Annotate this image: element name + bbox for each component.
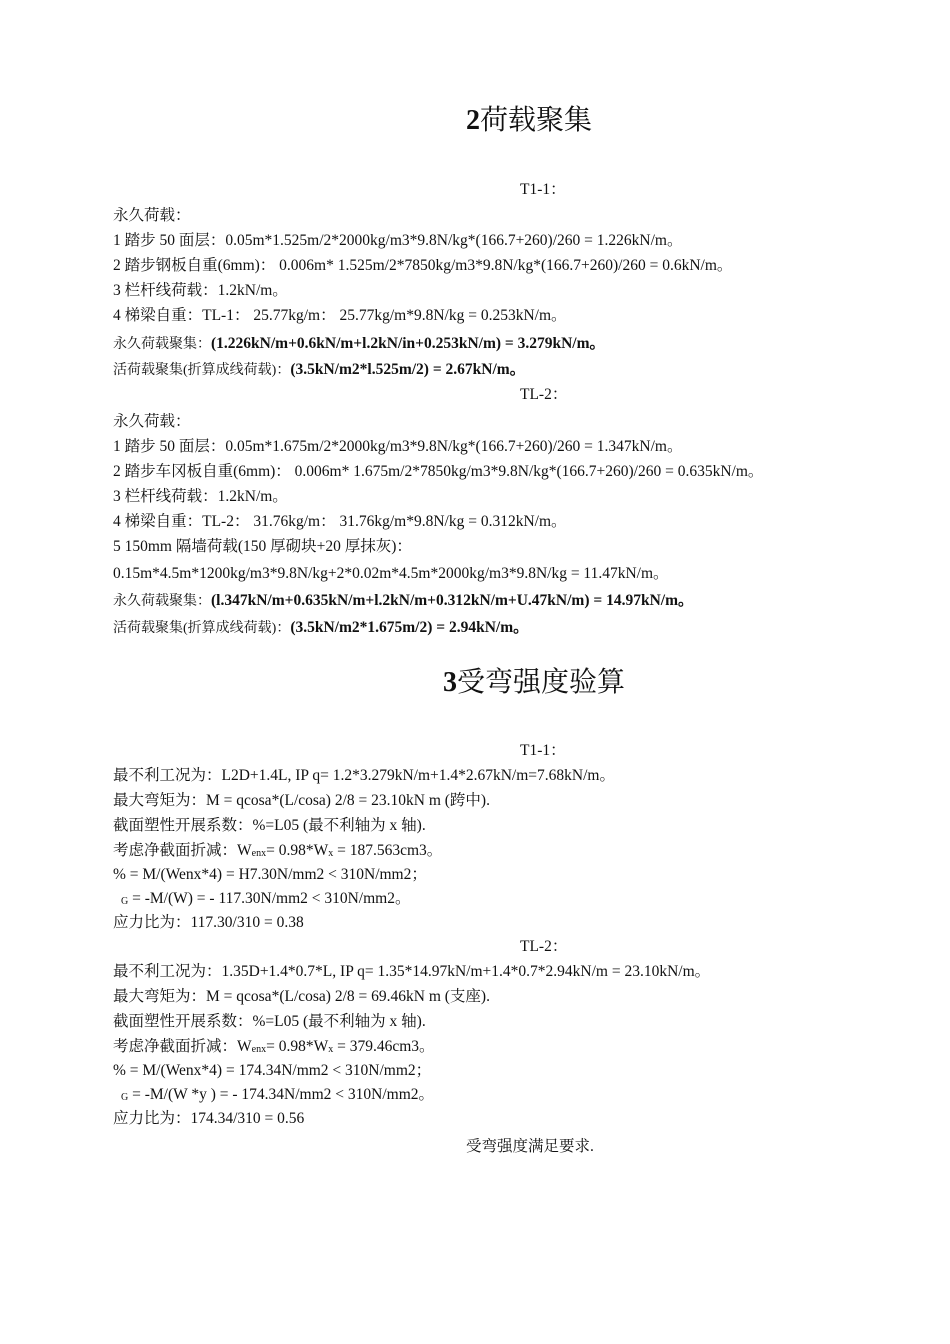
t2-load-item-5: 5 150mm 隔墙荷载(150 厚砌块+20 厚抹灰)： — [113, 538, 412, 555]
s3-t2-line-7: 应力比为：174.34/310 = 0.56 — [113, 1110, 305, 1127]
s3-t2-line-4-post: = 379.46cm3。 — [333, 1038, 435, 1055]
s3-t1-line-4-sub2: x — [328, 848, 334, 859]
s3-t1-line-6 — [113, 891, 410, 907]
t1-label: T1-1： — [520, 181, 566, 198]
t2-label: TL-2： — [520, 386, 568, 403]
t2-load-item-5-calc: 0.15m*4.5m*1200kg/m3*9.8N/kg+2*0.02m*4.5m*2000kg/m3*9.8N/kg = 11.47kN/m。 — [113, 565, 669, 582]
conclusion: 受弯强度满足要求. — [466, 1138, 594, 1155]
section-2-title-text: 荷载聚集 — [480, 103, 593, 136]
t2-live-label: 活荷载聚集(折算成线荷载)： — [113, 621, 291, 636]
s3-t2-line-1: 最不利工况为：1.35D+1.4*0.7*L, IP q= 1.35*14.97kN/m+1.4*0.7*2.94kN/m = 23.10kN/m。 — [113, 963, 711, 980]
s3-t2-line-2: 最大弯矩为：M = qcosa*(L/cosa) 2/8 = 69.46kN m (支座). — [113, 988, 490, 1005]
t1-load-item-4: 4 梯梁自重：TL-1： 25.77kg/m： 25.77kg/m*9.8N/kg = 0.253kN/m。 — [113, 307, 567, 324]
t1-perm-sum-value: (1.226kN/m+0.6kN/m+l.2kN/in+0.253kN/m) = 3.279kN/m。 — [211, 335, 606, 352]
t2-live-value: (3.5kN/m2*1.675m/2) = 2.94kN/m。 — [290, 619, 529, 636]
t1-load-item-2: 2 踏步钢板自重(6mm)： 0.006m* 1.525m/2*7850kg/m3*9.8N/kg*(166.7+260)/260 = 0.6kN/m。 — [113, 257, 733, 274]
s3-t2-line-6-text: = -M/(W *y ) = - 174.34N/mm2 < 310N/mm2。 — [128, 1086, 435, 1103]
s3-t1-line-4-post: = 187.563cm3。 — [333, 842, 443, 859]
section-3-title — [443, 665, 626, 698]
t1-live-label: 活荷载聚集(折算成线荷载)： — [113, 363, 291, 378]
s3-t2-line-6 — [113, 1087, 434, 1103]
s3-t2-label: TL-2： — [520, 938, 568, 955]
s3-t2-line-3: 截面塑性开展系数：%=L05 (最不利轴为 x 轴). — [113, 1013, 426, 1030]
s3-t1-line-1: 最不利工况为：L2D+1.4L, IP q= 1.2*3.279kN/m+1.4*2.67kN/m=7.68kN/m。 — [113, 767, 615, 784]
t2-load-item-4: 4 梯梁自重：TL-2： 31.76kg/m： 31.76kg/m*9.8N/kg = 0.312kN/m。 — [113, 513, 567, 530]
t2-perm-sum-value: (l.347kN/m+0.635kN/m+l.2kN/m+0.312kN/m+U.47kN/m) = 14.97kN/m。 — [211, 592, 694, 609]
s3-t1-line-4-sub: enx — [251, 848, 267, 859]
t2-perm-sum-label: 永久荷载聚集： — [113, 594, 211, 609]
s3-t1-line-5: % = M/(Wenx*4) = H7.30N/mm2 < 310N/mm2； — [113, 866, 427, 883]
t2-live-sum — [113, 620, 529, 636]
t2-load-item-2: 2 踏步车冈板自重(6mm)： 0.006m* 1.675m/2*7850kg/m3*9.8N/kg*(166.7+260)/260 = 0.635kN/m。 — [113, 463, 764, 480]
t1-perm-heading: 永久荷载： — [113, 207, 191, 224]
t1-load-item-1: 1 踏步 50 面层：0.05m*1.525m/2*2000kg/m3*9.8N/kg*(166.7+260)/260 = 1.226kN/m。 — [113, 232, 683, 249]
t2-load-item-3: 3 栏杆线荷载：1.2kN/m。 — [113, 488, 288, 505]
s3-t2-line-5: % = M/(Wenx*4) = 174.34N/mm2 < 310N/mm2； — [113, 1062, 432, 1079]
s3-t1-line-4 — [113, 843, 442, 859]
s3-t2-line-6-g: G — [121, 1092, 129, 1103]
t2-perm-heading: 永久荷载： — [113, 413, 191, 430]
s3-t2-line-4-mid: = 0.98*W — [266, 1038, 329, 1055]
t2-perm-sum — [113, 593, 693, 609]
s3-t1-line-2: 最大弯矩为：M = qcosa*(L/cosa) 2/8 = 23.10kN m (跨中). — [113, 792, 490, 809]
s3-t1-line-7: 应力比为：117.30/310 = 0.38 — [113, 914, 304, 931]
t1-load-item-3: 3 栏杆线荷载：1.2kN/m。 — [113, 282, 288, 299]
t1-perm-sum-label: 永久荷载聚集： — [113, 337, 211, 352]
t1-perm-sum — [113, 336, 605, 352]
s3-t2-line-4 — [113, 1039, 435, 1055]
s3-t2-line-4-sub2: x — [328, 1044, 334, 1055]
section-2-number: 2 — [466, 105, 480, 136]
s3-t1-line-6-text: = -M/(W) = - 117.30N/mm2 < 310N/mm2。 — [128, 890, 411, 907]
section-3-title-text: 受弯强度验算 — [457, 665, 626, 698]
s3-t1-line-4-pre: 考虑净截面折减：W — [113, 842, 252, 859]
t1-live-value: (3.5kN/m2*l.525m/2) = 2.67kN/m。 — [290, 361, 526, 378]
section-2-title — [466, 103, 593, 136]
s3-t1-line-3: 截面塑性开展系数：%=L05 (最不利轴为 x 轴). — [113, 817, 426, 834]
s3-t1-label: T1-1： — [520, 742, 566, 759]
s3-t2-line-4-sub: enx — [251, 1044, 267, 1055]
section-3-number: 3 — [443, 667, 457, 698]
s3-t1-line-6-g: G — [121, 896, 129, 907]
t1-live-sum — [113, 362, 525, 378]
s3-t1-line-4-mid: = 0.98*W — [266, 842, 329, 859]
s3-t2-line-4-pre: 考虑净截面折减：W — [113, 1038, 252, 1055]
t2-load-item-1: 1 踏步 50 面层：0.05m*1.675m/2*2000kg/m3*9.8N/kg*(166.7+260)/260 = 1.347kN/m。 — [113, 438, 683, 455]
